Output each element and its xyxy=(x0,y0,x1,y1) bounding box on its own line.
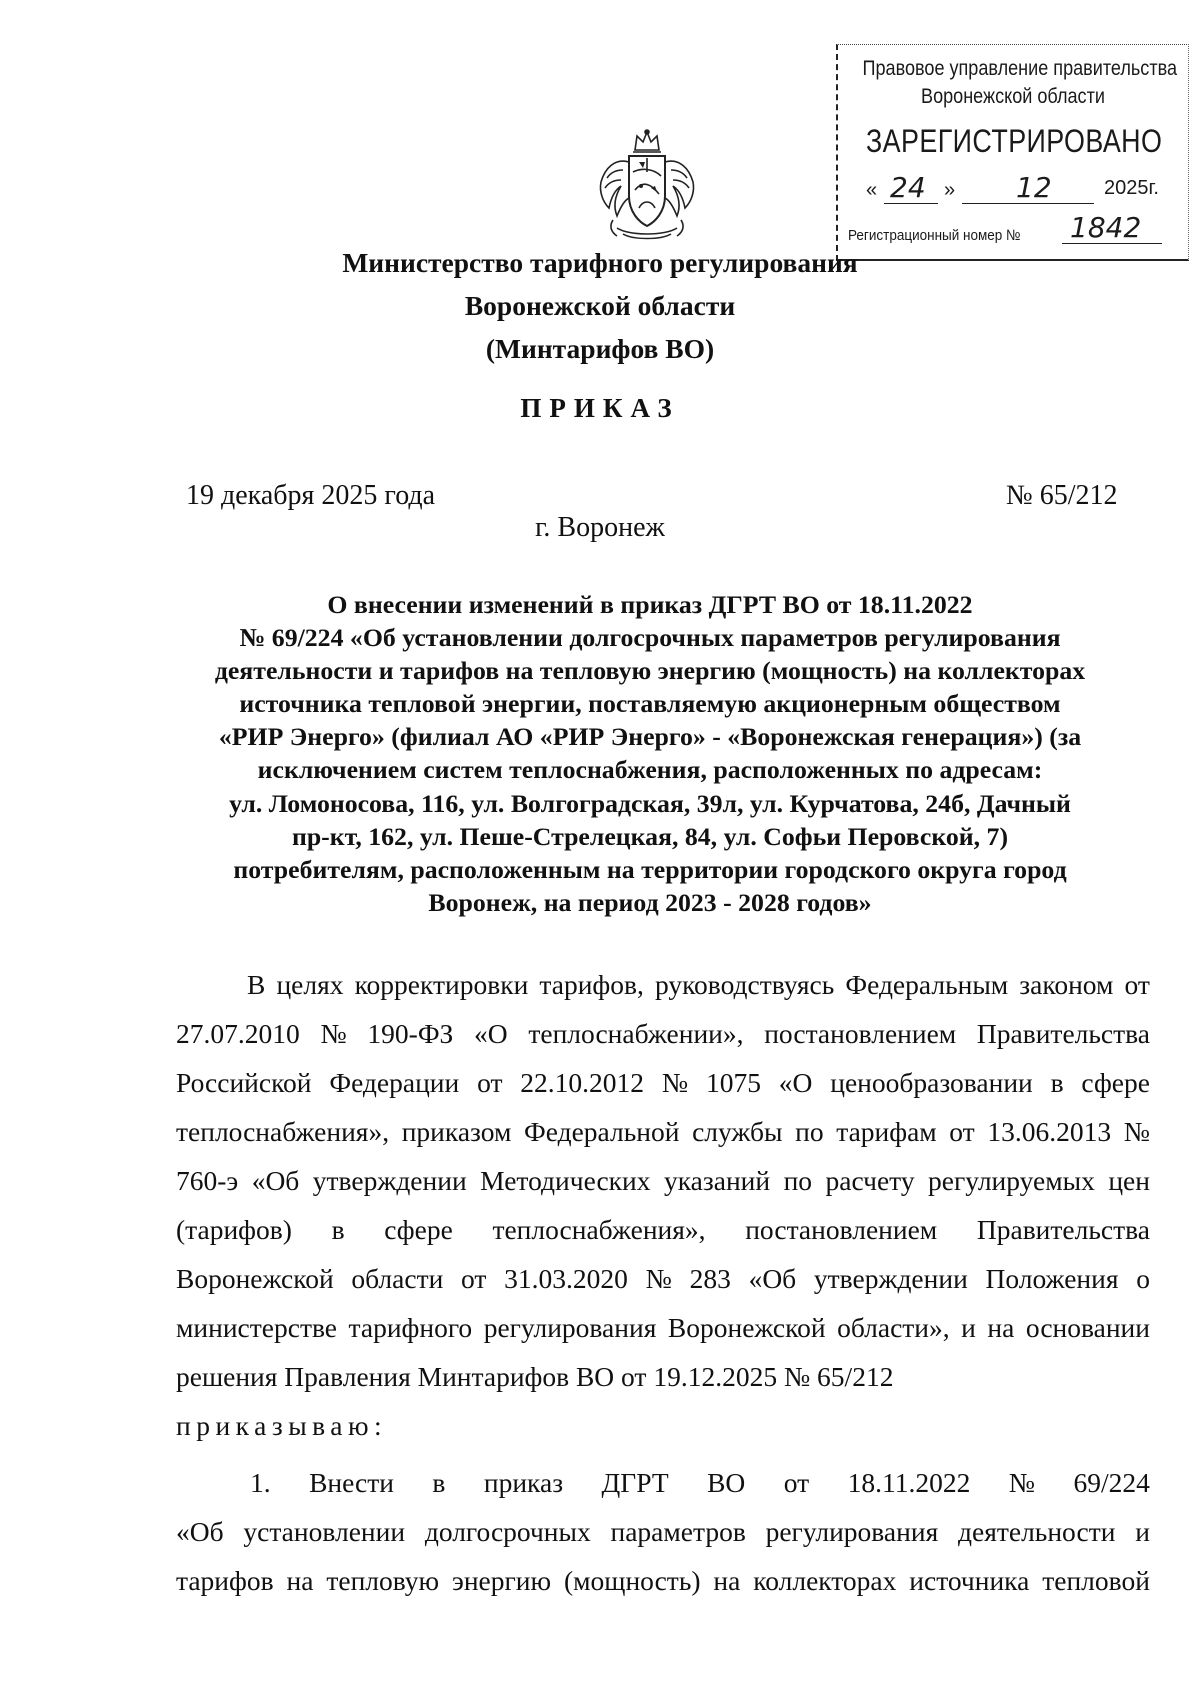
body-word: Федеральным xyxy=(845,969,1009,1000)
stamp-registration-number xyxy=(848,213,1178,249)
body-word: регулирования xyxy=(483,1312,657,1343)
body-word: № xyxy=(1008,1467,1036,1498)
body-word: тарифов xyxy=(176,1565,274,1596)
stamp-number-underline xyxy=(1062,243,1162,244)
title-line: № 69/224 «Об установлении долгосрочных параметров регулирования xyxy=(239,623,1061,653)
body-word: энергию xyxy=(452,1565,552,1596)
document-type-heading: ПРИКАЗ xyxy=(520,393,680,423)
body-word: «О xyxy=(778,1067,813,1098)
body-word: постановлением xyxy=(745,1214,938,1245)
body-word: (тарифов) xyxy=(176,1214,292,1245)
body-word: руководствуясь xyxy=(654,969,835,1000)
body-word: и xyxy=(961,1312,976,1343)
body-word: области xyxy=(351,1263,444,1294)
ministry-name-line1: Министерство тарифного регулирования xyxy=(342,247,858,278)
stamp-org-line2: Воронежской области xyxy=(921,85,1105,108)
body-word: расчету xyxy=(825,1165,915,1196)
body-word: от xyxy=(461,1263,487,1294)
body-word: № xyxy=(320,1018,347,1049)
body-line xyxy=(176,1352,1150,1401)
body-word: Федерации xyxy=(329,1067,460,1098)
body-word: ДГРТ xyxy=(601,1467,669,1498)
body-word: на xyxy=(286,1565,314,1596)
body-word: Внести xyxy=(309,1467,394,1498)
stamp-quote-open: « xyxy=(866,179,878,201)
body-word: 1075 xyxy=(705,1067,761,1098)
body-word: по xyxy=(783,1165,813,1196)
body-word: о xyxy=(1136,1263,1150,1294)
body-word: 13.06.2013 xyxy=(987,1116,1112,1147)
body-word: от xyxy=(1124,969,1150,1000)
ministry-name-line2: Воронежской области xyxy=(464,290,736,321)
stamp-registered: ЗАРЕГИСТРИРОВАНО xyxy=(866,123,1163,159)
body-word: тарифам xyxy=(836,1116,937,1147)
body-word: службы xyxy=(692,1116,783,1147)
body-word: «Об xyxy=(251,1165,300,1196)
body-word: «О xyxy=(474,1018,508,1049)
registration-stamp xyxy=(836,44,1189,261)
body-line xyxy=(176,1205,1150,1254)
body-word: по xyxy=(795,1116,824,1147)
body-word: источника xyxy=(909,1565,1030,1596)
title-line: источника тепловой энергии, поставляемую акционерным обществом xyxy=(239,689,1061,719)
body-word: «Об xyxy=(748,1263,797,1294)
body-word: 22.10.2012 xyxy=(520,1067,645,1098)
body-word: указаний xyxy=(663,1165,771,1196)
body-word: от xyxy=(477,1067,503,1098)
body-word: № xyxy=(645,1263,672,1294)
body-line xyxy=(176,1507,1150,1556)
body-word: сфере xyxy=(1081,1067,1150,1098)
title-line: исключением систем теплоснабжения, расположенных по адресам: xyxy=(257,755,1043,785)
stamp-month-underline xyxy=(962,203,1094,204)
stamp-reg-number: 1842 xyxy=(1070,211,1142,244)
body-word: и xyxy=(1135,1516,1150,1547)
stamp-quote-close: » xyxy=(944,179,956,201)
body-word: Методических xyxy=(480,1165,651,1196)
body-word: теплоснабжения», xyxy=(492,1214,706,1245)
body-word: приказ xyxy=(483,1467,564,1498)
preamble-paragraph xyxy=(176,960,1150,1401)
title-line: ул. Ломоносова, 116, ул. Волгоградская, 39л, ул. Курчатова, 24б, Дачный xyxy=(229,788,1071,818)
body-word: утверждении xyxy=(813,1263,968,1294)
order-item-1 xyxy=(176,1458,1150,1605)
stamp-year: 2025г. xyxy=(1104,177,1159,199)
body-word: регулируемых xyxy=(928,1165,1095,1196)
order-verb: приказываю: xyxy=(176,1410,388,1441)
order-number: № 65/212 xyxy=(1006,480,1118,511)
coat-of-arms-emblem xyxy=(593,128,701,244)
body-word: 1. xyxy=(250,1467,271,1498)
body-word: приказом xyxy=(401,1116,512,1147)
title-line: пр-кт, 162, ул. Пеше-Стрелецкая, 84, ул. Софьи Перовской, 7) xyxy=(291,821,1009,851)
body-line xyxy=(176,960,1150,1009)
body-word: ВО xyxy=(707,1467,746,1498)
stamp-day-underline xyxy=(884,203,938,204)
body-word: сфере xyxy=(384,1214,453,1245)
ministry-short-name: (Минтарифов ВО) xyxy=(485,333,715,364)
body-word: 190-ФЗ xyxy=(367,1018,454,1049)
body-word: решения Правления Минтарифов ВО от 19.12.2025 № 65/212 xyxy=(176,1361,894,1392)
title-line: «РИР Энерго» (филиал АО «РИР Энерго» - «Воронежская генерация») (за xyxy=(218,722,1082,752)
body-line xyxy=(176,1058,1150,1107)
title-line: потребителям, расположенным на территории городского округа город xyxy=(233,854,1067,884)
body-line xyxy=(176,1156,1150,1205)
body-word: тарифов, xyxy=(539,969,644,1000)
body-word: на xyxy=(987,1312,1015,1343)
body-word: теплоснабжения», xyxy=(176,1116,390,1147)
order-title xyxy=(170,588,1130,919)
body-word: 283 xyxy=(689,1263,731,1294)
body-word: цен xyxy=(1108,1165,1150,1196)
stamp-month: 12 xyxy=(1016,171,1052,204)
body-word: на xyxy=(713,1565,741,1596)
body-word: коллекторах xyxy=(753,1565,897,1596)
body-word: законом xyxy=(1019,969,1114,1000)
body-word: Правительства xyxy=(976,1018,1150,1049)
body-word: в xyxy=(432,1467,446,1498)
body-word: параметров xyxy=(610,1516,746,1547)
stamp-date xyxy=(866,173,1176,207)
body-word: Российской xyxy=(176,1067,312,1098)
body-word: № xyxy=(661,1067,689,1098)
title-line: деятельности и тарифов на тепловую энергию (мощность) на коллекторах xyxy=(214,656,1086,686)
stamp-day: 24 xyxy=(890,171,926,204)
body-word: теплоснабжении», xyxy=(528,1018,744,1049)
stamp-org-line1: Правовое управление правительства xyxy=(862,57,1178,80)
body-word: Положения xyxy=(985,1263,1119,1294)
body-line xyxy=(176,1107,1150,1156)
body-word: от xyxy=(783,1467,810,1498)
body-word: 31.03.2020 xyxy=(504,1263,628,1294)
body-word: тепловую xyxy=(326,1565,440,1596)
body-word: «Об xyxy=(176,1516,224,1547)
body-word: 27.07.2010 xyxy=(176,1018,300,1049)
order-city: г. Воронеж xyxy=(535,512,665,543)
title-line: О внесении изменений в приказ ДГРТ ВО от 18.11.2022 xyxy=(327,590,973,619)
body-word: постановлением xyxy=(764,1018,957,1049)
body-line xyxy=(176,1009,1150,1058)
body-word: 69/224 xyxy=(1073,1467,1150,1498)
body-word: министерстве xyxy=(176,1312,337,1343)
body-line xyxy=(176,1458,1150,1507)
body-word: в xyxy=(1050,1067,1064,1098)
body-line xyxy=(176,1556,1150,1605)
body-word: № xyxy=(1123,1116,1150,1147)
body-word: Правительства xyxy=(976,1214,1150,1245)
body-word: Федеральной xyxy=(524,1116,680,1147)
body-word: тарифного xyxy=(348,1312,473,1343)
body-word: регулирования xyxy=(765,1516,939,1547)
title-line: Воронеж, на период 2023 - 2028 годов» xyxy=(428,887,872,917)
body-word: В xyxy=(247,969,266,1000)
body-word: 18.11.2022 xyxy=(847,1467,971,1498)
body-word: Воронежской xyxy=(176,1263,334,1294)
body-word: ценообразовании xyxy=(830,1067,1033,1098)
stamp-reg-label: Регистрационный номер № xyxy=(848,227,1021,244)
body-word: (мощность) xyxy=(563,1565,701,1596)
body-word: тепловой xyxy=(1042,1565,1150,1596)
body-word: установлении xyxy=(243,1516,406,1547)
body-word: корректировки xyxy=(354,969,529,1000)
body-word: от xyxy=(949,1116,975,1147)
body-word: области», xyxy=(837,1312,950,1343)
body-line xyxy=(176,1303,1150,1352)
body-word: 760-э xyxy=(176,1165,239,1196)
body-word: основании xyxy=(1025,1312,1150,1343)
body-word: в xyxy=(331,1214,345,1245)
body-word: утверждении xyxy=(312,1165,467,1196)
order-date: 19 декабря 2025 года xyxy=(186,480,436,511)
body-word: долгосрочных xyxy=(424,1516,591,1547)
body-word: деятельности xyxy=(958,1516,1116,1547)
body-word: целях xyxy=(276,969,344,1000)
body-word: Воронежской xyxy=(667,1312,826,1343)
body-line xyxy=(176,1254,1150,1303)
